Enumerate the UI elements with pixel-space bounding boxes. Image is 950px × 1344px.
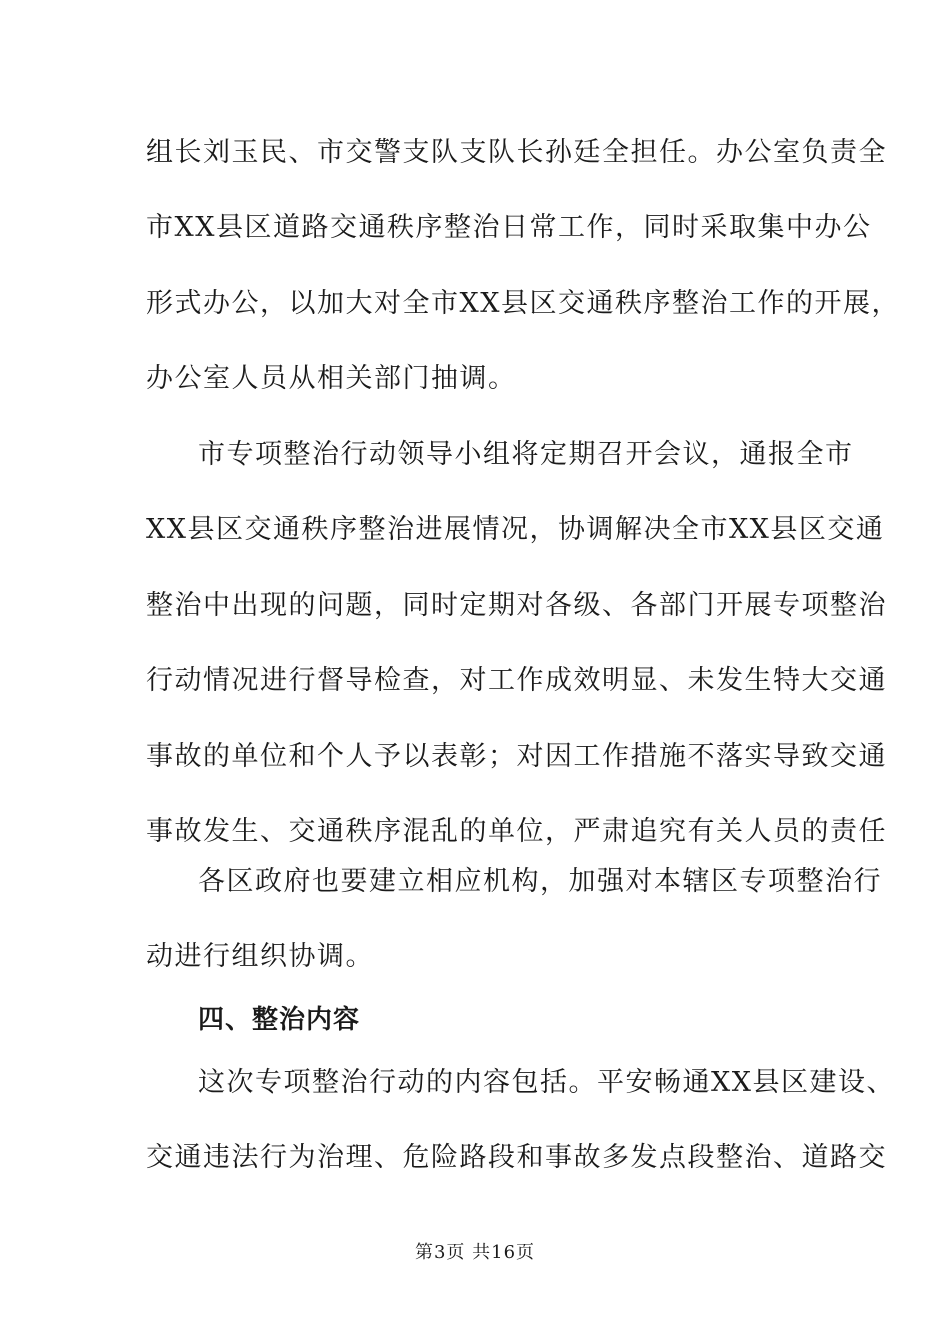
text-line: 行动情况进行督导检查，对工作成效明显、未发生特大交通 [146, 665, 887, 696]
text-line: 办公室人员从相关部门抽调。 [146, 363, 517, 394]
text-line: 组长刘玉民、市交警支队支队长孙廷全担任。办公室负责全 [146, 137, 887, 168]
text-line: 交通违法行为治理、危险路段和事故多发点段整治、道路交 [146, 1142, 887, 1173]
text-line: 事故发生、交通秩序混乱的单位，严肃追究有关人员的责任 [146, 816, 887, 847]
text-line: 各区政府也要建立相应机构，加强对本辖区专项整治行 [198, 866, 882, 897]
text-line: 事故的单位和个人予以表彰；对因工作措施不落实导致交通 [146, 741, 887, 772]
text-line: 市XX县区道路交通秩序整治日常工作，同时采取集中办公 [146, 212, 872, 243]
text-line: XX县区交通秩序整治进展情况，协调解决全市XX县区交通 [146, 514, 885, 545]
text-line: 这次专项整治行动的内容包括。平安畅通XX县区建设、 [198, 1067, 895, 1098]
text-line: 形式办公，以加大对全市XX县区交通秩序整治工作的开展， [146, 288, 900, 319]
text-line: 动进行组织协调。 [146, 941, 374, 972]
page-number-footer: 第3页 共16页 [414, 1242, 536, 1263]
section-heading: 四、整治内容 [198, 1005, 361, 1035]
text-line: 整治中出现的问题，同时定期对各级、各部门开展专项整治 [146, 590, 887, 621]
text-line: 市专项整治行动领导小组将定期召开会议，通报全市 [198, 439, 854, 470]
